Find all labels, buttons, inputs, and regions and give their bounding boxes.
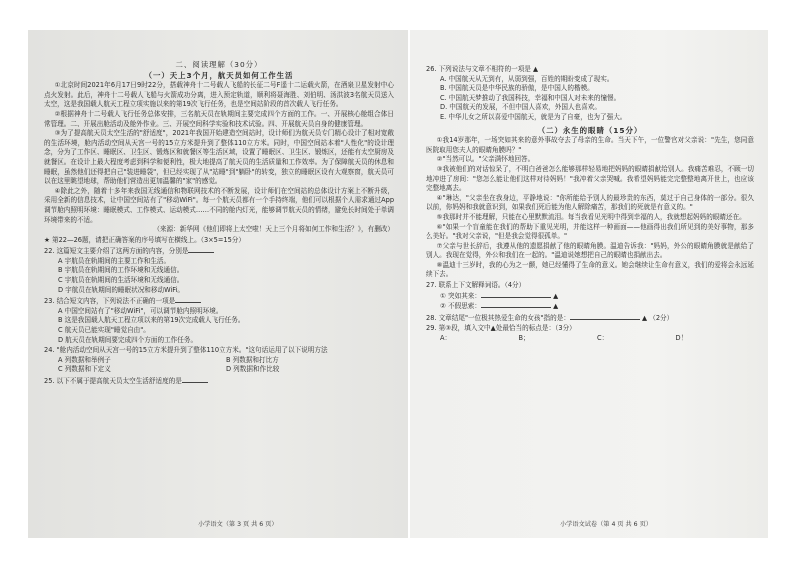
q22-option-a: A 宇航员在轨期间的主要工作和生活。 (58, 256, 171, 265)
question-23 (44, 296, 394, 307)
question-26-text: 26. 下列说法与文章不相符的一项是 (426, 65, 531, 73)
q29-option-d: D！ (675, 334, 688, 343)
question-22 (44, 246, 394, 257)
answer-line[interactable] (481, 291, 551, 298)
paragraph-1: ①北京时间2021年6月17日9时22分，搭载神舟十二号载人飞船的长征二号F遥十二运载火箭，在酒泉卫星发射中心点火发射。此后，神舟十二号载人飞船与火箭成功分离，进入预定轨道，顺利将聂海胜、刘伯明、汤洪波3名航天员送入太空，这是我国载人航天工程立项实施以来的第19次飞行任务，也是空间站阶段的首次载人飞行任务。 (44, 81, 394, 109)
question-28 (426, 313, 754, 324)
paragraph-5: ⑤我那时并不能理解，只能在心里默默流泪。每当我看见光明中得到幸福的人，我就想起妈妈的眼睛还在。 (436, 212, 746, 221)
exam-page-left (28, 30, 408, 538)
q26-option-e: E. 中华儿女之所以喜爱中国航天，就是为了自豪，也为了强大。 (440, 112, 627, 121)
q26-option-a: A. 中国航天从无到有，从弱到强，百姓的期盼变成了现实。 (440, 74, 614, 83)
paragraph-1: ①我14岁那年，一场突如其来的意外事故夺去了母亲的生命。当天下午，一位警官对父亲说："先生，您同意医院取用您夫人的眼睛角膜吗？" (426, 136, 754, 154)
q29-option-c: C： (597, 334, 609, 343)
paragraph-4: ④"琳达，"父亲坐在我身边，平静地说："你所能给予别人的最珍贵的东西，莫过于自己身体的一部分。很久以前，你妈妈和我就意识到，如果我们死后能为他人解除痛苦，那我们的死就是有意义的。" (426, 193, 754, 212)
q29-option-a: A： (440, 334, 452, 343)
q26-option-c: C. 中国航天梦推动了我国科技，幸福和中国人对未来的憧憬。 (440, 93, 621, 102)
right-column (426, 64, 754, 344)
q24-options (44, 356, 394, 366)
paragraph-7: ⑦父亲与世长辞后，我遵从他的遗愿捐献了他的眼睛角膜。温迪告诉我："妈妈，外公的眼睛角膜就是献给了别人。我现在觉得，外公和我们在一起的。"温迪说她想把自己的眼睛也捐献出去。 (426, 241, 754, 260)
instruction: ★ 第22—26题，请把正确答案的序号填写在横线上。（3×5=15分） (44, 235, 245, 244)
paragraph-8: ⑧温迪十三岁时，我的心为之一颤，她已经懂得了生命的意义。她会继续让生命有意义，我们的爱将会永远延续下去。 (426, 260, 754, 279)
question-23-text: 23. 结合短文内容，下列说法不正确的一项是 (44, 297, 176, 306)
answer-blank-marker: ▲ (642, 313, 648, 322)
question-28-points: （2分） (649, 313, 674, 322)
paragraph-4: ④除此之外，随着十多年来我国无线通信和物联网技术的不断发展，设计师们在空间站的总体设计方案上不断升级，采用全新的信息技术，让中国空间站有了"移动WiFi"。每一个航天员都有一个手持终端，他们可以根据个人需求通过App调节舱内照明环境：睡眠模式、工作模式、运动模式……不同的舱内灯光，能够调节航天员的情绪，避免长时间处于单调环境带来的不适。 (44, 186, 394, 224)
q24-options-2 (44, 365, 394, 375)
q24-option-d: D 列数据和作比较 (226, 365, 280, 374)
answer-line[interactable] (481, 301, 551, 308)
q27-item-1 (426, 291, 754, 302)
q27-item-2-label: ② 不假思索： (440, 302, 481, 311)
answer-line[interactable] (570, 313, 640, 320)
paragraph-3: ③为了提高航天员太空生活的"舒适度"，2021年我国开始建造空间站时，设计师们为航天员专门精心设计了相对宽敞的生活环境，舱内活动空间从天宫一号的15立方米提升到了整体110立方米。同时，中国空间站本着"人性化"的设计理念，分为了工作区、睡眠区、卫生区、锻炼区和就餐区等生活区域，设置了睡眠区、卫生区、锻炼区，还能有太空厨房及就餐区。在设计上最大程度考虑到科学和便利性，极大地提高了航天员的生活质量和工作效率。为了保障航天员的休息和睡眠，虽然他们还得把自己"装进睡袋"，但已经实现了从"站睡"到"躺卧"的转变，独立的睡眠区设有大观察窗，航天员可以在这里眺望地球，帮助他们营造出更加温馨的"家"的感觉。 (44, 129, 394, 186)
question-24: 24. "舱内活动空间从天宫一号的15立方米提升到了整体110立方米。"这句话运用了以下说明方法 (44, 346, 328, 355)
question-29-text: 29. 第③段，填入文中 (426, 324, 491, 333)
question-26 (426, 65, 754, 75)
q23-option-c: C 航天员已能实现"睡觉自由"。 (58, 326, 150, 335)
q26-option-d: D. 中国航天的发展，不但中国人喜欢，外国人也喜欢。 (440, 103, 601, 112)
paragraph-3: ③我被他们的对话惊呆了，不明白爸爸怎么能够那样轻易地把妈妈的眼睛捐献给别人。我痛苦难忍，不顾一切地冲进了房间："您怎么能让他们这样对待妈妈！"我冲着父亲哭喊。我希望妈妈能完完整整地离开世上，也应该完整地离去。 (426, 164, 754, 193)
answer-blank-marker: ▲ (553, 302, 559, 311)
q23-option-d: D 航天员在轨期间要完成四个方面的工作任务。 (58, 335, 198, 344)
q23-option-b: B 这是我国载人航天工程立项以来的第19次完成载人飞行任务。 (58, 316, 245, 325)
source-note: （来源：新华网《他们即将上太空啦！天上三个月将如何工作和生活？》，有删改） (153, 225, 394, 234)
paragraph-2: ②"当然可以。"父亲满怀地回答。 (436, 155, 535, 164)
answer-blank[interactable] (182, 376, 208, 383)
q27-item-2 (426, 301, 754, 312)
q26-option-b: B. 中国航天员是中华民族的骄傲，是中国人的楷模。 (440, 84, 594, 93)
q23-option-a: A 中国空间站有了"移动WiFi"，可以调节舱内照明环境。 (58, 306, 223, 315)
passage-title: （二）永生的眼睛（15分） (537, 125, 643, 135)
q29-option-b: B； (518, 334, 530, 343)
q22-option-c: C 宇航员在轨期间的生活环境和无线通信。 (58, 276, 184, 285)
answer-blank-marker: ▲ (490, 324, 496, 333)
question-25-text: 25. 以下不属于提高航天员太空生活舒适度的是 (44, 377, 182, 385)
q24-option-b: B 列数据和打比方 (226, 355, 279, 364)
question-27: 27. 联系上下文解释词语。（4分） (426, 281, 526, 290)
question-28-text: 28. 文章结尾"一位极其热爱生命的女孩"指的是： (426, 313, 570, 322)
q22-option-d: D 宇航员在轨期间的睡眠状况和移动WiFi。 (58, 285, 185, 294)
page-footer: 小学语文试卷（第 4 页 共 6 页） (560, 521, 652, 528)
question-22-text: 22. 这篇短文主要介绍了这两方面的内容，分别是 (44, 247, 189, 256)
passage-title: （一）天上3个月，航天员如何工作生活 (144, 70, 294, 80)
q24-option-a: A 列数据和举例子 (58, 355, 111, 364)
q22-option-b: B 宇航员在轨期间的工作环境和无线通信。 (58, 266, 184, 275)
left-column (44, 60, 394, 387)
page-footer: 小学语文（第 3 页 共 6 页） (198, 521, 278, 528)
question-25 (44, 376, 394, 387)
question-29-tail: 处最恰当的标点是：（3分） (495, 324, 576, 333)
answer-blank[interactable] (188, 246, 214, 253)
q29-options (426, 334, 754, 344)
answer-blank-marker: ▲ (553, 291, 559, 300)
q24-option-c: C 列数据和下定义 (58, 365, 111, 374)
question-29 (426, 324, 754, 334)
paragraph-2: ②根据神舟十二号载人飞行任务总体安排，三名航天员在轨期间主要完成四个方面的工作。一、开展核心舱组合体日常管理。二、开展出舱活动及舱外作业。三、开展空间科学实验和技术试验。四、开展航天员自身的健康管理。 (44, 109, 394, 128)
section-title: 二、阅读理解（30分） (175, 60, 263, 69)
q27-item-1-label: ① 突如其来： (440, 291, 481, 300)
answer-blank-marker[interactable]: ▲ (533, 65, 539, 73)
exam-page-right (410, 30, 768, 538)
answer-blank[interactable] (175, 296, 201, 303)
paragraph-6: ⑥"如果一个盲童能在我们的帮助下重见光明，并能这样一种画面——他画得出我们所见到的美好事物，那多么美好。"我对父亲说，"但是我会觉得很孤单。" (426, 222, 754, 241)
